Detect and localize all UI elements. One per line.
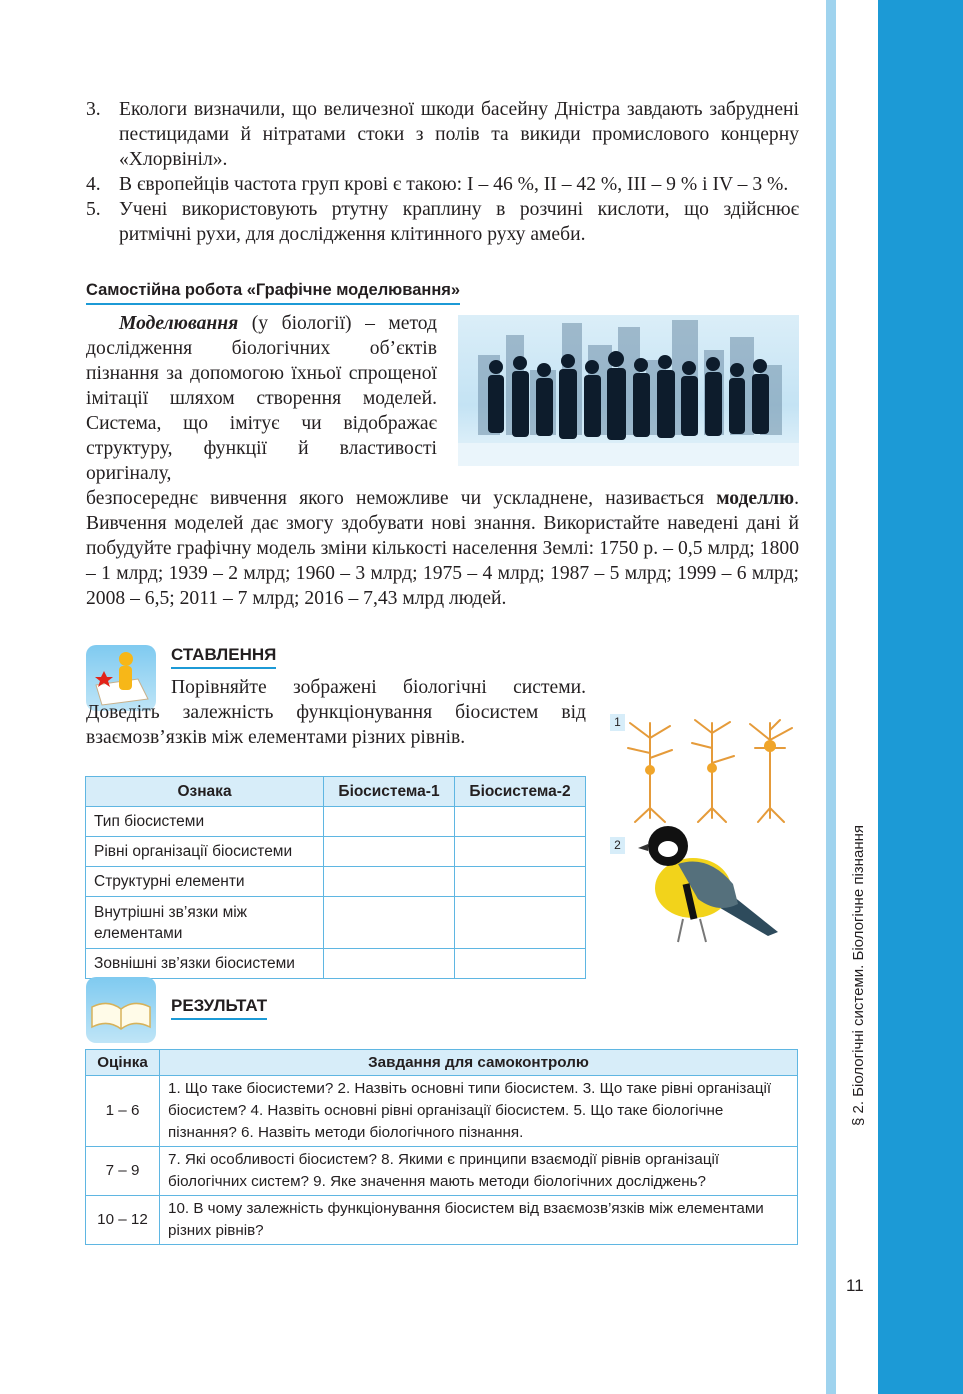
- list-item: [86, 172, 799, 197]
- table-row: [86, 807, 586, 837]
- crowd-silhouette-illustration: [458, 315, 799, 466]
- table-row: [86, 949, 586, 979]
- list-item-text: Екологи визначили, що величезної шкоди басейну Дністра завдають забруднені пестицидами й нітратами стоки з полів та викиди промислового концерну «Хлорвініл».: [119, 99, 799, 170]
- modeling-continuation-2: . Вивчення моделей дає змогу здобувати нові знання. Використайте наведені дані й побудуйте графічну модель зміни кількості населення Землі: 1750 р. – 0,5 млрд; 1800 – 1 млрд; 1939 – 2 млрд; 1960 – 3 млрд; 1975 – 4 млрд; 1987 – 5 млрд; 1999 – 6 млрд; 2008 – 6,5; 2011 – 7 млрд; 2016 – 7,43 млрд людей.: [86, 488, 799, 609]
- column-header: Оцінка: [86, 1050, 160, 1076]
- list-item-number: 3.: [86, 99, 101, 120]
- attitude-paragraph: Порівняйте зображені біологічні системи. Доведіть залежність функціонування біосистем від взаємозв’язків між елементами різних рівнів.: [86, 677, 586, 748]
- table-row: [86, 867, 586, 897]
- modeling-continuation-1: безпосереднє вивчення якого неможливе чи ускладнене, називається: [86, 488, 704, 509]
- row-label: Рівні організації біосистеми: [86, 837, 324, 867]
- column-header: Біосистема-1: [324, 777, 455, 807]
- modeling-intro-text: (у біології) – метод дослідження біологічних об’єктів пізнання за допомогою їхньої спрощеної імітації шляхом створення моделей. Система, що імітує чи відображає структуру, функції й властивості оригіналу,: [86, 313, 437, 484]
- margin-band-dark: [878, 0, 963, 1394]
- row-label: Зовнішні зв’язки біосистеми: [86, 949, 324, 979]
- tasks-cell: 1. Що таке біосистеми? 2. Назвіть основні типи біосистем. 3. Що таке рівні організації біосистем? 4. Назвіть основні рівні організації біосистем. 5. Що таке біологічне пізнання? 6. Назвіть методи біологічного пізнання.: [160, 1076, 798, 1147]
- running-head: [844, 786, 874, 1126]
- empty-cell[interactable]: [324, 867, 455, 897]
- comparison-table: [85, 776, 586, 979]
- empty-cell[interactable]: [455, 949, 586, 979]
- figure-label: 1: [610, 714, 625, 731]
- empty-cell[interactable]: [455, 897, 586, 949]
- column-header: Завдання для самоконтролю: [160, 1050, 798, 1076]
- figure-label: 2: [610, 837, 625, 854]
- empty-cell[interactable]: [324, 949, 455, 979]
- result-icon: [86, 977, 156, 1043]
- self-control-table: [85, 1049, 798, 1245]
- crowd-city-photo: [458, 315, 799, 466]
- attitude-heading: СТАВЛЕННЯ: [171, 645, 276, 669]
- modeling-continuation: [86, 486, 799, 611]
- list-item-text: Учені використовують ртутну краплину в розчині кислоти, що здійснює ритмічні рухи, для дослідження клітинного руху амеби.: [119, 199, 799, 245]
- tasks-cell: 7. Які особливості біосистем? 8. Якими є принципи взаємодії рівнів організації біологічних систем? 9. Яке значення мають методи біологічних досліджень?: [160, 1147, 798, 1196]
- neurons-illustration: [620, 718, 800, 824]
- table-header-row: [86, 1050, 798, 1076]
- open-book-icon: [86, 977, 156, 1043]
- margin-band-light: [826, 0, 836, 1394]
- list-item-number: 4.: [86, 174, 101, 195]
- empty-cell[interactable]: [455, 867, 586, 897]
- list-item: [86, 97, 799, 172]
- empty-cell[interactable]: [455, 837, 586, 867]
- tasks-cell: 10. В чому залежність функціонування біосистем від взаємозв’язків між елементами різних рівнів?: [160, 1196, 798, 1245]
- page-number: 11: [846, 1276, 864, 1295]
- table-row: [86, 1196, 798, 1245]
- attitude-text: [86, 675, 586, 750]
- modeling-term: Моделювання: [119, 313, 239, 334]
- empty-cell[interactable]: [455, 807, 586, 837]
- table-row: [86, 1147, 798, 1196]
- table-row: [86, 1076, 798, 1147]
- modeling-bold-word: моделлю: [716, 488, 795, 509]
- row-label: Внутрішні зв’язки між елементами: [86, 897, 324, 949]
- grade-cell: 10 – 12: [86, 1196, 160, 1245]
- table-row: [86, 897, 586, 949]
- result-heading: РЕЗУЛЬТАТ: [171, 996, 267, 1020]
- empty-cell[interactable]: [324, 807, 455, 837]
- numbered-list: [86, 97, 799, 247]
- row-label: Структурні елементи: [86, 867, 324, 897]
- column-header: Ознака: [86, 777, 324, 807]
- section-title: Самостійна робота «Графічне моделювання»: [86, 281, 460, 305]
- row-label: Тип біосистеми: [86, 807, 324, 837]
- margin-band-white: [836, 0, 878, 1394]
- grade-cell: 7 – 9: [86, 1147, 160, 1196]
- column-header: Біосистема-2: [455, 777, 586, 807]
- empty-cell[interactable]: [324, 837, 455, 867]
- modeling-intro: [86, 311, 437, 486]
- great-tit-bird-illustration: [638, 824, 783, 949]
- running-head-text: § 2. Біологічні системи. Біологічне пізнання: [850, 824, 867, 1126]
- grade-cell: 1 – 6: [86, 1076, 160, 1147]
- list-item-text: В європейців частота груп крові є такою: I – 46 %, II – 42 %, III – 9 % і IV – 3 %.: [119, 174, 789, 195]
- empty-cell[interactable]: [324, 897, 455, 949]
- list-item: [86, 197, 799, 247]
- list-item-number: 5.: [86, 199, 101, 220]
- table-row: [86, 837, 586, 867]
- table-header-row: [86, 777, 586, 807]
